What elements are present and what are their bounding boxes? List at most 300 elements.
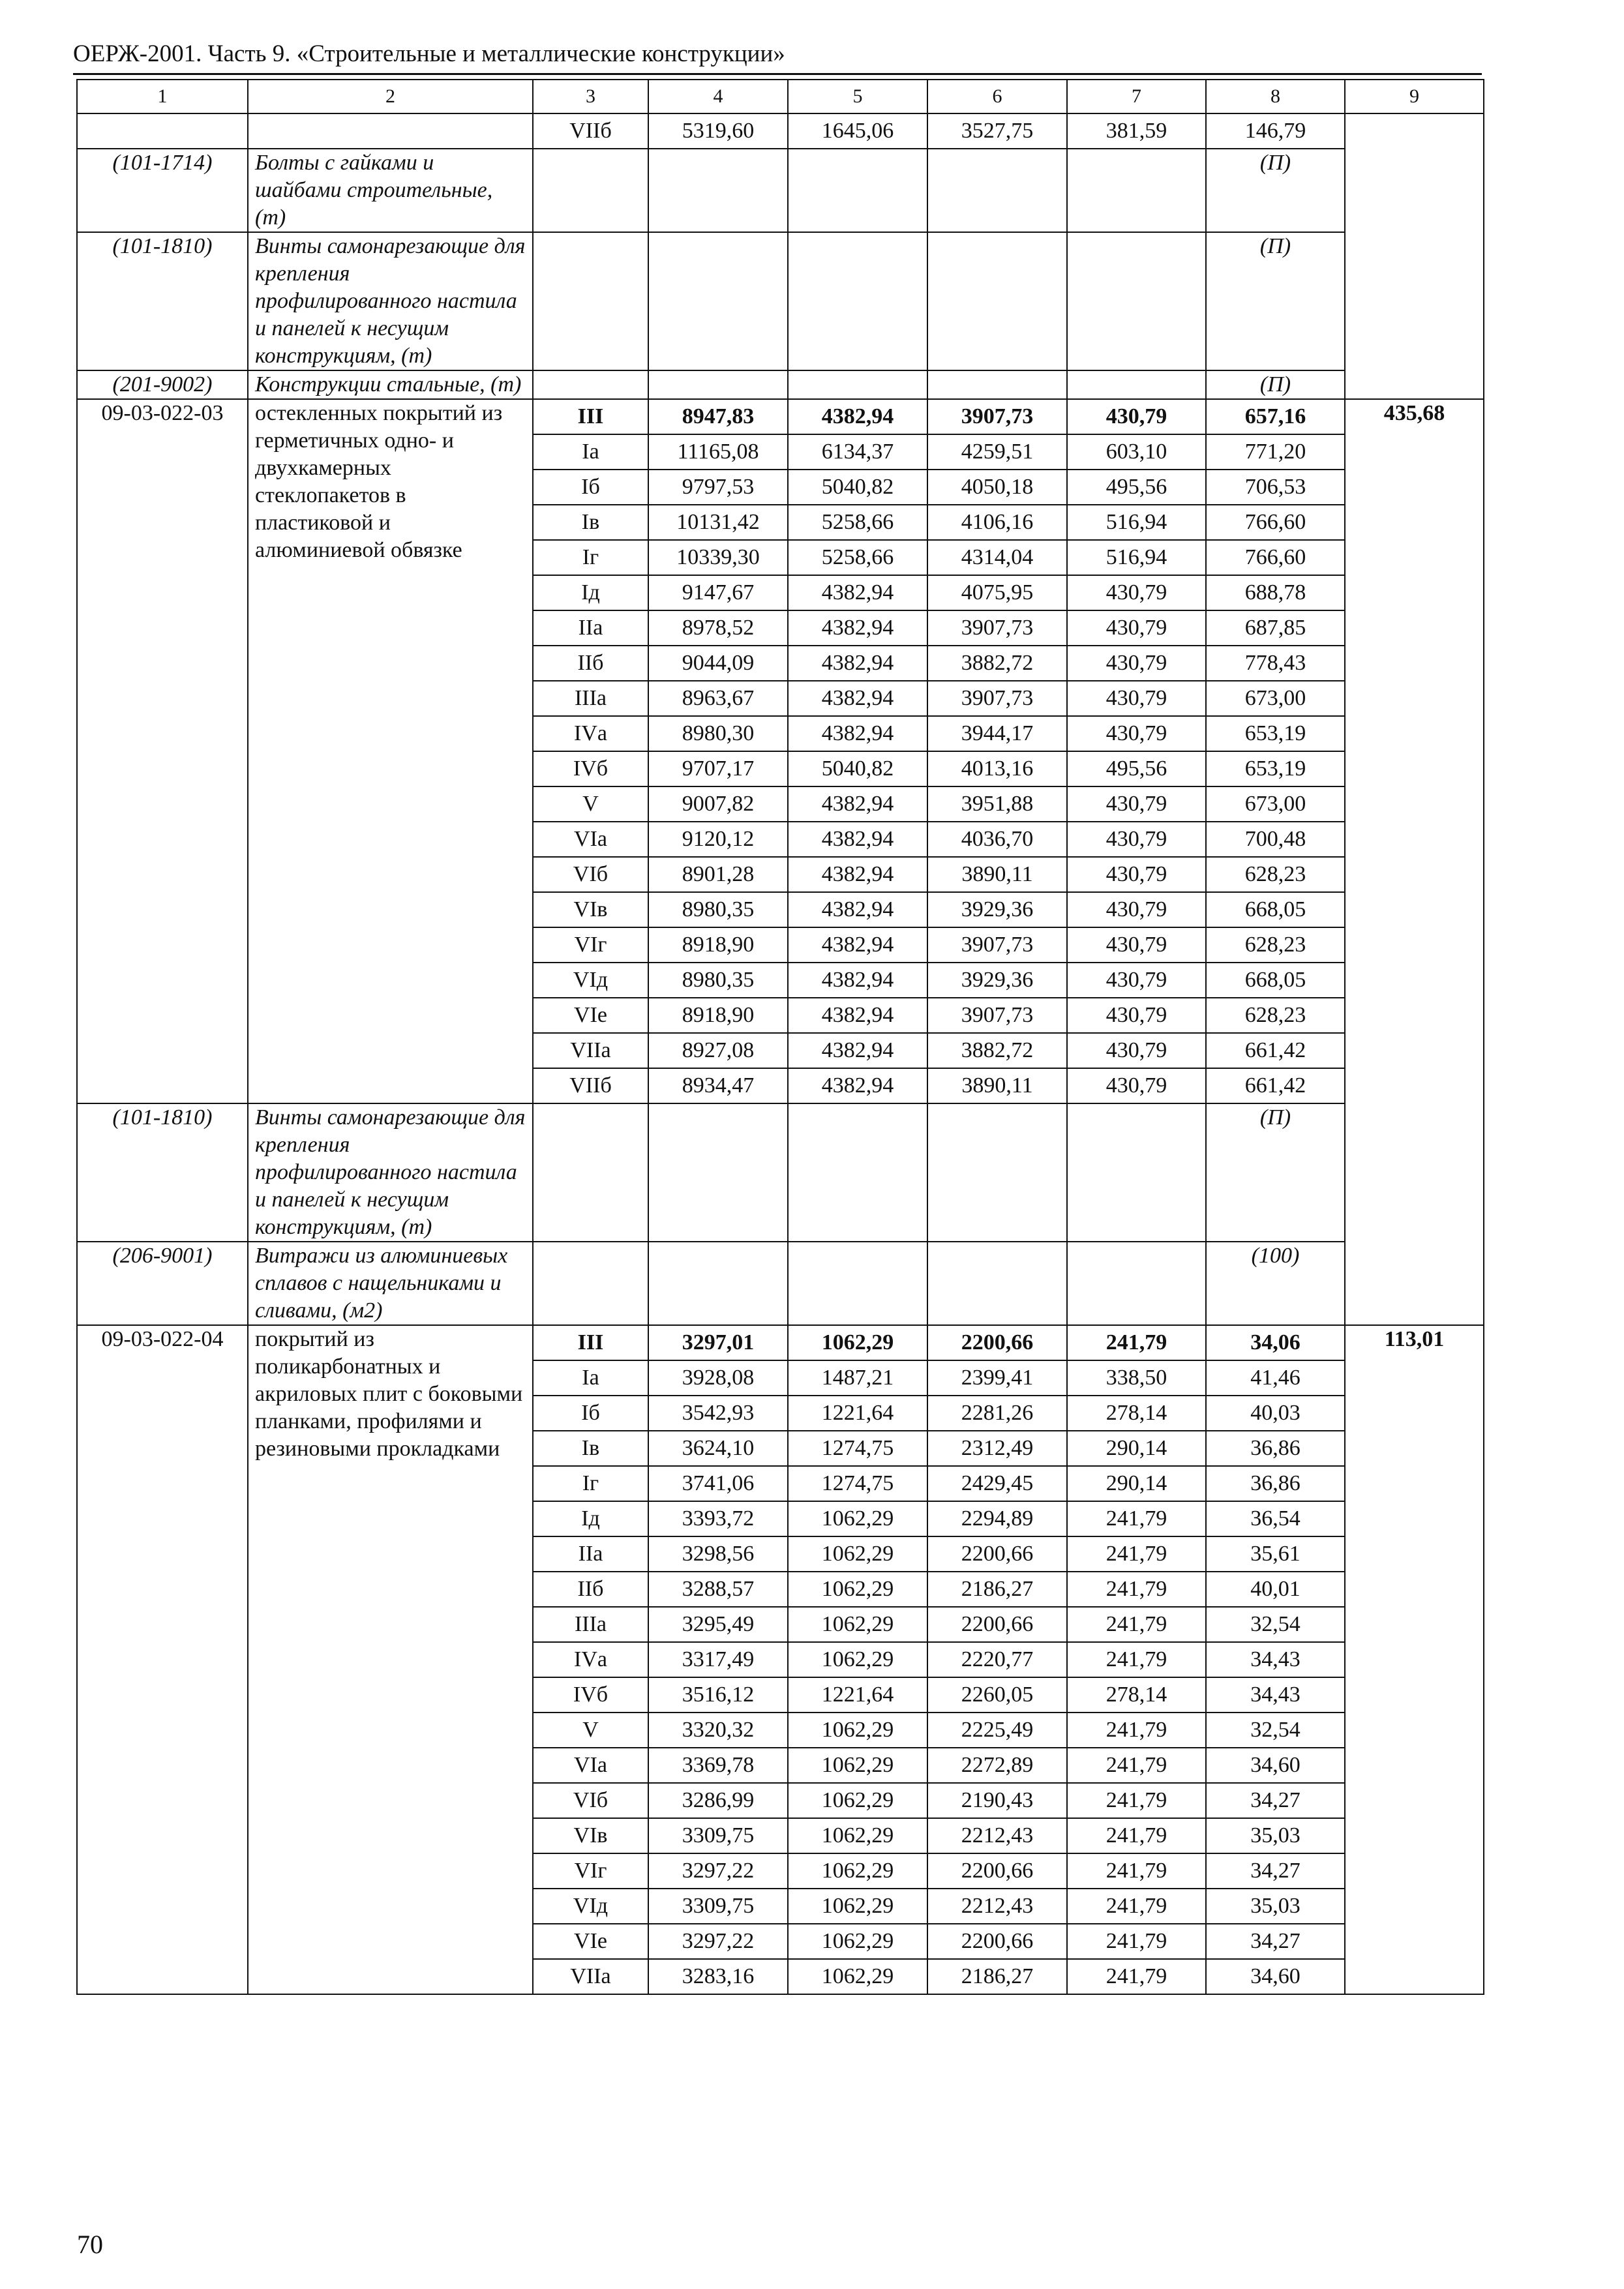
value-cell: 2225,49 (927, 1713, 1067, 1748)
value-cell: 8978,52 (648, 610, 788, 646)
section-description: остекленных покрытий из герметичных одно- и двухкамерных стеклопакетов в пластиковой и алюминиевой обвязке (248, 399, 533, 1103)
value-cell: 3297,01 (648, 1325, 788, 1360)
empty-cell (927, 1242, 1067, 1325)
value-cell: 8918,90 (648, 998, 788, 1033)
value-cell: 2190,43 (927, 1783, 1067, 1818)
value-cell: 668,05 (1206, 892, 1345, 927)
table-row (77, 113, 1484, 149)
value-cell: 1645,06 (788, 113, 927, 149)
value-cell: 3309,75 (648, 1889, 788, 1924)
column-number: 1 (77, 80, 248, 113)
value-cell: 2200,66 (927, 1325, 1067, 1360)
value-cell: 628,23 (1206, 857, 1345, 892)
zone-label: VIIа (533, 1033, 648, 1068)
value-cell: 3309,75 (648, 1818, 788, 1853)
value-cell: 3907,73 (927, 681, 1067, 716)
value-cell: 706,53 (1206, 470, 1345, 505)
column-number-row (77, 80, 1484, 113)
value-cell: 4382,94 (788, 892, 927, 927)
section-description: покрытий из поликарбонатных и акриловых плит с боковыми планками, профилями и резиновыми прокладками (248, 1325, 533, 1994)
zone-label: VIIа (533, 1959, 648, 1994)
value-cell: 3944,17 (927, 716, 1067, 751)
zone-label: Iб (533, 1396, 648, 1431)
empty-cell (648, 149, 788, 232)
zone-label: VIе (533, 1924, 648, 1959)
value-cell: 673,00 (1206, 786, 1345, 822)
value-cell: 495,56 (1067, 751, 1206, 786)
value-cell: 4314,04 (927, 540, 1067, 575)
value-cell: 8980,35 (648, 892, 788, 927)
value-cell: 8947,83 (648, 399, 788, 434)
value-cell: 5040,82 (788, 751, 927, 786)
column-number: 7 (1067, 80, 1206, 113)
value-cell: 3369,78 (648, 1748, 788, 1783)
zone-label: VIв (533, 892, 648, 927)
value-cell: 34,27 (1206, 1924, 1345, 1959)
value-cell: 8963,67 (648, 681, 788, 716)
zone-label: VIб (533, 857, 648, 892)
empty-cell (788, 1242, 927, 1325)
value-cell: 2200,66 (927, 1924, 1067, 1959)
zone-label: Iг (533, 1466, 648, 1501)
zone-label: IVа (533, 1642, 648, 1677)
header-rule (73, 73, 1482, 75)
value-cell: 34,60 (1206, 1748, 1345, 1783)
value-cell: 9044,09 (648, 646, 788, 681)
value-cell: 9707,17 (648, 751, 788, 786)
value-cell: 5258,66 (788, 540, 927, 575)
value-cell: 495,56 (1067, 470, 1206, 505)
value-cell: 3951,88 (927, 786, 1067, 822)
value-cell: 430,79 (1067, 786, 1206, 822)
zone-label: VIа (533, 1748, 648, 1783)
value-cell: 35,61 (1206, 1536, 1345, 1572)
empty-cell (1067, 149, 1206, 232)
material-code: (206-9001) (77, 1242, 248, 1325)
material-name: Конструкции стальные, (т) (248, 370, 533, 399)
value-cell: 3907,73 (927, 610, 1067, 646)
value-cell: 628,23 (1206, 998, 1345, 1033)
value-cell: 34,27 (1206, 1853, 1345, 1889)
value-cell: 3295,49 (648, 1607, 788, 1642)
value-cell: 8980,35 (648, 963, 788, 998)
value-cell: 241,79 (1067, 1642, 1206, 1677)
value-cell: 241,79 (1067, 1325, 1206, 1360)
empty-cell (927, 370, 1067, 399)
value-cell: 9797,53 (648, 470, 788, 505)
value-cell: 9007,82 (648, 786, 788, 822)
value-cell: 430,79 (1067, 857, 1206, 892)
value-cell: 603,10 (1067, 434, 1206, 470)
empty-cell (648, 1103, 788, 1242)
value-cell: 1062,29 (788, 1642, 927, 1677)
value-cell: 2200,66 (927, 1536, 1067, 1572)
value-cell: 1062,29 (788, 1783, 927, 1818)
empty-cell (533, 232, 648, 370)
value-cell: 516,94 (1067, 505, 1206, 540)
value-cell: 8927,08 (648, 1033, 788, 1068)
column-number: 4 (648, 80, 788, 113)
value-cell: 241,79 (1067, 1924, 1206, 1959)
zone-label: IIIа (533, 1607, 648, 1642)
value-cell: 32,54 (1206, 1713, 1345, 1748)
zone-label: VIб (533, 1783, 648, 1818)
value-cell: 778,43 (1206, 646, 1345, 681)
value-cell: 516,94 (1067, 540, 1206, 575)
value-cell: 241,79 (1067, 1748, 1206, 1783)
material-row (77, 232, 1484, 370)
value-cell: 628,23 (1206, 927, 1345, 963)
zone-label: VIIб (533, 113, 648, 149)
value-cell: 4036,70 (927, 822, 1067, 857)
value-cell: 41,46 (1206, 1360, 1345, 1396)
page-header: ОЕРЖ-2001. Часть 9. «Строительные и металлические конструкции» (73, 40, 785, 67)
value-cell: 40,01 (1206, 1572, 1345, 1607)
zone-label: Iа (533, 1360, 648, 1396)
value-cell: 3542,93 (648, 1396, 788, 1431)
value-cell: 3907,73 (927, 998, 1067, 1033)
value-cell: 2200,66 (927, 1853, 1067, 1889)
empty-cell (788, 1103, 927, 1242)
material-code: (101-1714) (77, 149, 248, 232)
value-cell: 2212,43 (927, 1818, 1067, 1853)
column-number: 3 (533, 80, 648, 113)
empty-cell (1067, 1103, 1206, 1242)
zone-label: VIIб (533, 1068, 648, 1103)
material-name: Винты самонарезающие для крепления профилированного настила и панелей к несущим конструкциям, (т) (248, 1103, 533, 1242)
value-cell: 4382,94 (788, 610, 927, 646)
value-cell: 4382,94 (788, 681, 927, 716)
zone-label: Iд (533, 1501, 648, 1536)
value-cell: 2272,89 (927, 1748, 1067, 1783)
value-cell: 3393,72 (648, 1501, 788, 1536)
value-cell: 4382,94 (788, 963, 927, 998)
empty-cell (648, 232, 788, 370)
value-cell: 3297,22 (648, 1853, 788, 1889)
column-number: 9 (1345, 80, 1484, 113)
value-cell: 3624,10 (648, 1431, 788, 1466)
material-qty: (П) (1206, 1103, 1345, 1242)
zone-label: V (533, 786, 648, 822)
value-cell: 687,85 (1206, 610, 1345, 646)
value-cell: 1062,29 (788, 1713, 927, 1748)
value-cell: 146,79 (1206, 113, 1345, 149)
material-qty: (П) (1206, 370, 1345, 399)
value-cell: 8980,30 (648, 716, 788, 751)
empty-cell (533, 370, 648, 399)
value-cell: 4382,94 (788, 399, 927, 434)
material-name: Болты с гайками и шайбами строительные, (т) (248, 149, 533, 232)
value-cell: 766,60 (1206, 505, 1345, 540)
empty-cell (1067, 1242, 1206, 1325)
value-cell: 3890,11 (927, 857, 1067, 892)
value-cell: 1062,29 (788, 1853, 927, 1889)
value-cell: 1274,75 (788, 1431, 927, 1466)
value-cell: 661,42 (1206, 1033, 1345, 1068)
value-cell: 8918,90 (648, 927, 788, 963)
zone-label: Iг (533, 540, 648, 575)
value-cell: 1062,29 (788, 1818, 927, 1853)
value-cell: 3907,73 (927, 927, 1067, 963)
value-cell: 1062,29 (788, 1572, 927, 1607)
value-cell: 4382,94 (788, 786, 927, 822)
value-cell: 2200,66 (927, 1607, 1067, 1642)
value-cell: 290,14 (1067, 1431, 1206, 1466)
value-cell: 700,48 (1206, 822, 1345, 857)
value-cell: 32,54 (1206, 1607, 1345, 1642)
value-cell: 4013,16 (927, 751, 1067, 786)
zone-label: Iв (533, 505, 648, 540)
zone-label: IVб (533, 751, 648, 786)
empty-cell (648, 1242, 788, 1325)
value-cell: 9147,67 (648, 575, 788, 610)
value-cell: 34,06 (1206, 1325, 1345, 1360)
value-cell: 3928,08 (648, 1360, 788, 1396)
value-cell: 661,42 (1206, 1068, 1345, 1103)
value-cell: 241,79 (1067, 1607, 1206, 1642)
value-cell: 4382,94 (788, 716, 927, 751)
value-cell: 430,79 (1067, 1033, 1206, 1068)
value-cell: 2212,43 (927, 1889, 1067, 1924)
value-cell: 241,79 (1067, 1713, 1206, 1748)
material-qty: (П) (1206, 149, 1345, 232)
value-cell: 34,27 (1206, 1783, 1345, 1818)
zone-label: IIIа (533, 681, 648, 716)
value-cell: 3298,56 (648, 1536, 788, 1572)
row-code (77, 113, 248, 149)
value-cell: 653,19 (1206, 751, 1345, 786)
total-cell (1345, 113, 1484, 399)
value-cell: 430,79 (1067, 822, 1206, 857)
empty-cell (533, 1103, 648, 1242)
zone-label: Iв (533, 1431, 648, 1466)
value-cell: 430,79 (1067, 575, 1206, 610)
value-cell: 3741,06 (648, 1466, 788, 1501)
value-cell: 4382,94 (788, 575, 927, 610)
zone-label: III (533, 1325, 648, 1360)
value-cell: 241,79 (1067, 1572, 1206, 1607)
empty-cell (927, 232, 1067, 370)
value-cell: 430,79 (1067, 963, 1206, 998)
empty-cell (927, 149, 1067, 232)
value-cell: 381,59 (1067, 113, 1206, 149)
material-qty: (100) (1206, 1242, 1345, 1325)
section-total: 435,68 (1345, 399, 1484, 1325)
value-cell: 3317,49 (648, 1642, 788, 1677)
value-cell: 1062,29 (788, 1748, 927, 1783)
column-number: 2 (248, 80, 533, 113)
value-cell: 4259,51 (927, 434, 1067, 470)
value-cell: 36,54 (1206, 1501, 1345, 1536)
zone-label: IIб (533, 1572, 648, 1607)
value-cell: 35,03 (1206, 1818, 1345, 1853)
value-cell: 5258,66 (788, 505, 927, 540)
value-cell: 1062,29 (788, 1536, 927, 1572)
value-cell: 5040,82 (788, 470, 927, 505)
material-row (77, 1242, 1484, 1325)
value-cell: 1062,29 (788, 1959, 927, 1994)
empty-cell (927, 1103, 1067, 1242)
value-cell: 2220,77 (927, 1642, 1067, 1677)
zone-label: V (533, 1713, 648, 1748)
value-cell: 3907,73 (927, 399, 1067, 434)
value-cell: 6134,37 (788, 434, 927, 470)
empty-cell (648, 370, 788, 399)
empty-cell (788, 232, 927, 370)
zone-label: VIд (533, 1889, 648, 1924)
value-cell: 3516,12 (648, 1677, 788, 1713)
material-qty: (П) (1206, 232, 1345, 370)
value-cell: 430,79 (1067, 646, 1206, 681)
value-cell: 2294,89 (927, 1501, 1067, 1536)
value-cell: 653,19 (1206, 716, 1345, 751)
section-code: 09-03-022-03 (77, 399, 248, 1103)
value-cell: 1274,75 (788, 1466, 927, 1501)
value-cell: 3882,72 (927, 1033, 1067, 1068)
value-cell: 11165,08 (648, 434, 788, 470)
value-cell: 34,60 (1206, 1959, 1345, 1994)
value-cell: 1062,29 (788, 1924, 927, 1959)
zone-label: VIв (533, 1818, 648, 1853)
table-row (77, 399, 1484, 434)
value-cell: 241,79 (1067, 1889, 1206, 1924)
value-cell: 34,43 (1206, 1677, 1345, 1713)
value-cell: 4382,94 (788, 646, 927, 681)
value-cell: 4382,94 (788, 1068, 927, 1103)
value-cell: 1221,64 (788, 1677, 927, 1713)
value-cell: 10131,42 (648, 505, 788, 540)
page-number: 70 (77, 2230, 103, 2259)
material-code: (101-1810) (77, 232, 248, 370)
value-cell: 430,79 (1067, 681, 1206, 716)
value-cell: 771,20 (1206, 434, 1345, 470)
value-cell: 4050,18 (927, 470, 1067, 505)
value-cell: 241,79 (1067, 1959, 1206, 1994)
zone-label: VIа (533, 822, 648, 857)
value-cell: 36,86 (1206, 1431, 1345, 1466)
value-cell: 688,78 (1206, 575, 1345, 610)
value-cell: 1062,29 (788, 1889, 927, 1924)
zone-label: VIд (533, 963, 648, 998)
value-cell: 430,79 (1067, 610, 1206, 646)
value-cell: 290,14 (1067, 1466, 1206, 1501)
empty-cell (1067, 232, 1206, 370)
value-cell: 3283,16 (648, 1959, 788, 1994)
zone-label: VIг (533, 927, 648, 963)
value-cell: 241,79 (1067, 1783, 1206, 1818)
row-description (248, 113, 533, 149)
value-cell: 3288,57 (648, 1572, 788, 1607)
value-cell: 3527,75 (927, 113, 1067, 149)
value-cell: 241,79 (1067, 1818, 1206, 1853)
value-cell: 3320,32 (648, 1713, 788, 1748)
zone-label: Iа (533, 434, 648, 470)
column-number: 5 (788, 80, 927, 113)
empty-cell (788, 149, 927, 232)
value-cell: 9120,12 (648, 822, 788, 857)
value-cell: 2260,05 (927, 1677, 1067, 1713)
column-number: 8 (1206, 80, 1345, 113)
value-cell: 4382,94 (788, 822, 927, 857)
value-cell: 4382,94 (788, 1033, 927, 1068)
section-total: 113,01 (1345, 1325, 1484, 1994)
value-cell: 8934,47 (648, 1068, 788, 1103)
value-cell: 4382,94 (788, 857, 927, 892)
value-cell: 430,79 (1067, 716, 1206, 751)
column-number: 6 (927, 80, 1067, 113)
value-cell: 4382,94 (788, 927, 927, 963)
value-cell: 10339,30 (648, 540, 788, 575)
material-code: (101-1810) (77, 1103, 248, 1242)
material-row (77, 370, 1484, 399)
zone-label: IIб (533, 646, 648, 681)
value-cell: 8901,28 (648, 857, 788, 892)
value-cell: 3286,99 (648, 1783, 788, 1818)
value-cell: 4382,94 (788, 998, 927, 1033)
value-cell: 430,79 (1067, 399, 1206, 434)
zone-label: IIа (533, 610, 648, 646)
value-cell: 430,79 (1067, 927, 1206, 963)
value-cell: 430,79 (1067, 1068, 1206, 1103)
zone-label: IIа (533, 1536, 648, 1572)
zone-label: VIе (533, 998, 648, 1033)
value-cell: 2312,49 (927, 1431, 1067, 1466)
value-cell: 1062,29 (788, 1501, 927, 1536)
value-cell: 668,05 (1206, 963, 1345, 998)
material-row (77, 149, 1484, 232)
zone-label: Iд (533, 575, 648, 610)
value-cell: 4106,16 (927, 505, 1067, 540)
empty-cell (1067, 370, 1206, 399)
value-cell: 2281,26 (927, 1396, 1067, 1431)
empty-cell (533, 149, 648, 232)
value-cell: 657,16 (1206, 399, 1345, 434)
zone-label: VIг (533, 1853, 648, 1889)
value-cell: 36,86 (1206, 1466, 1345, 1501)
value-cell: 430,79 (1067, 892, 1206, 927)
value-cell: 2429,45 (927, 1466, 1067, 1501)
value-cell: 673,00 (1206, 681, 1345, 716)
value-cell: 241,79 (1067, 1853, 1206, 1889)
value-cell: 766,60 (1206, 540, 1345, 575)
value-cell: 338,50 (1067, 1360, 1206, 1396)
value-cell: 1487,21 (788, 1360, 927, 1396)
value-cell: 278,14 (1067, 1677, 1206, 1713)
value-cell: 40,03 (1206, 1396, 1345, 1431)
zone-label: III (533, 399, 648, 434)
value-cell: 34,43 (1206, 1642, 1345, 1677)
value-cell: 1062,29 (788, 1607, 927, 1642)
value-cell: 4075,95 (927, 575, 1067, 610)
value-cell: 35,03 (1206, 1889, 1345, 1924)
material-name: Винты самонарезающие для крепления профилированного настила и панелей к несущим конструкциям, (т) (248, 232, 533, 370)
material-code: (201-9002) (77, 370, 248, 399)
value-cell: 3297,22 (648, 1924, 788, 1959)
table-row (77, 1325, 1484, 1360)
value-cell: 3929,36 (927, 963, 1067, 998)
value-cell: 430,79 (1067, 998, 1206, 1033)
material-name: Витражи из алюминиевых сплавов с нащельниками и сливами, (м2) (248, 1242, 533, 1325)
zone-label: Iб (533, 470, 648, 505)
value-cell: 2399,41 (927, 1360, 1067, 1396)
value-cell: 3890,11 (927, 1068, 1067, 1103)
value-cell: 241,79 (1067, 1536, 1206, 1572)
value-cell: 2186,27 (927, 1959, 1067, 1994)
value-cell: 1062,29 (788, 1325, 927, 1360)
value-cell: 2186,27 (927, 1572, 1067, 1607)
empty-cell (788, 370, 927, 399)
value-cell: 5319,60 (648, 113, 788, 149)
